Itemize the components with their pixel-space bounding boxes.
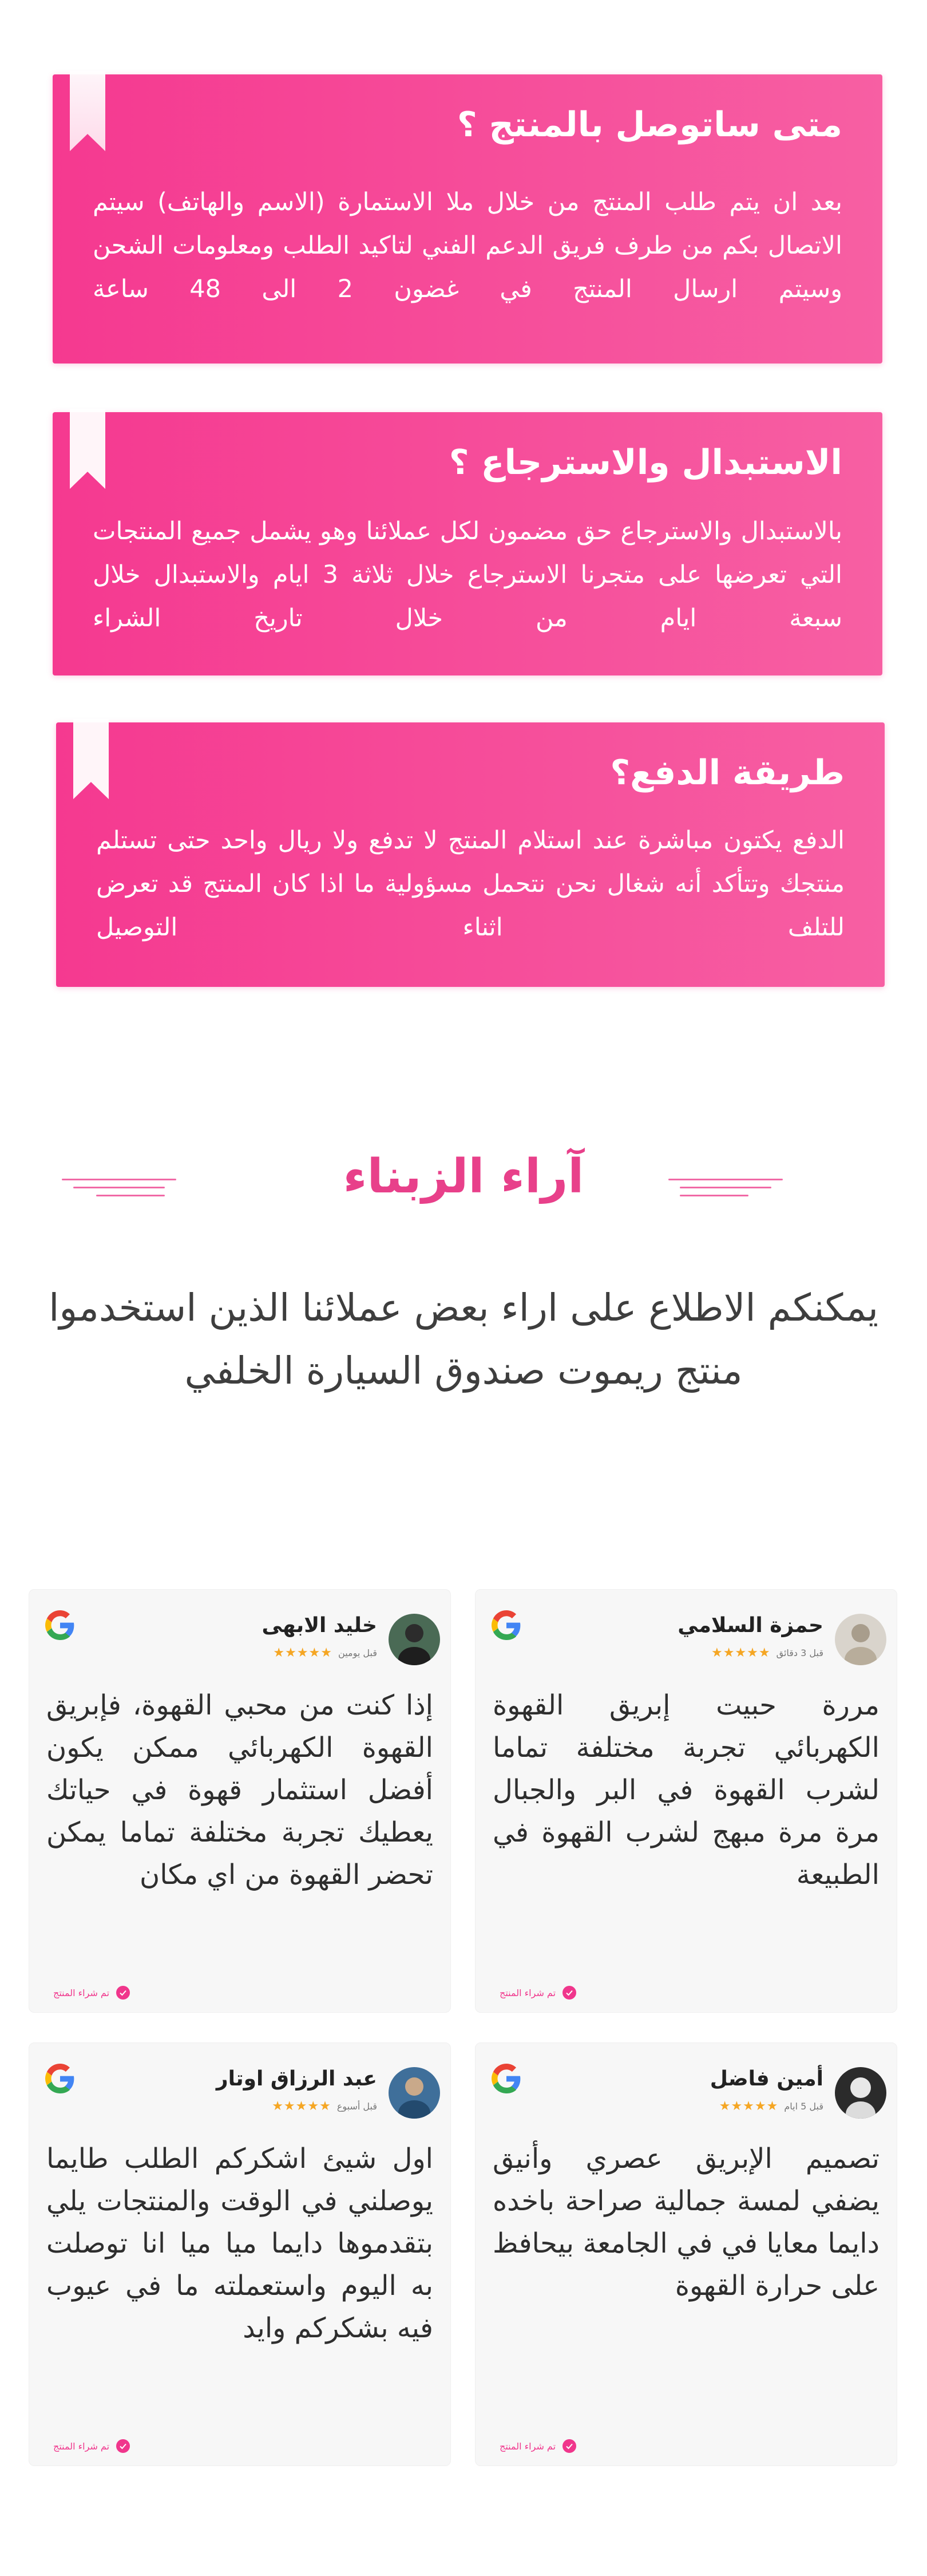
reviewer-name: أمين فاضل bbox=[710, 2067, 823, 2091]
bookmark-ribbon-icon bbox=[70, 71, 105, 151]
faq-title: متى ساتوصل بالمنتج ؟ bbox=[457, 105, 842, 145]
faq-body: بعد ان يتم طلب المنتج من خلال ملا الاستمارة (الاسم والهاتف) سيتم الاتصال بكم من طرف فريق الدعم الفني لتاكيد الطلب ومعلومات الشحن وسيتم ارسال المنتج في غضون 2 الى 48 ساعة bbox=[93, 188, 843, 303]
faq-card-delivery bbox=[53, 74, 882, 364]
review-card bbox=[29, 1589, 451, 2013]
faq-card-exchange bbox=[53, 412, 882, 675]
star-rating-icon: ★★★★★ bbox=[719, 2099, 779, 2113]
review-meta bbox=[719, 2099, 823, 2113]
faq-body: بالاستبدال والاسترجاع حق مضمون لكل عملائنا وهو يشمل جميع المنتجات التي تعرضها على متجرنا الاسترجاع خلال ثلاثة 3 ايام والاستبدال خلال سبعة ايام من خلال تاريخ الشراء bbox=[93, 517, 842, 633]
check-icon bbox=[116, 1986, 130, 2000]
review-meta bbox=[272, 2099, 377, 2113]
review-meta bbox=[711, 1646, 823, 1660]
reviews-subtitle: يمكنكم الاطلاع على اراء بعض عملائنا الذين استخدموا منتج ريموت صندوق السيارة الخلفي bbox=[49, 1286, 878, 1393]
star-rating-icon: ★★★★★ bbox=[272, 2099, 331, 2113]
check-icon bbox=[116, 2439, 130, 2453]
review-meta bbox=[273, 1646, 377, 1660]
star-rating-icon: ★★★★★ bbox=[711, 1646, 771, 1660]
reviews-title: آراء الزبناء bbox=[343, 1149, 584, 1204]
reviewer-name: حمزة السلامي bbox=[678, 1614, 823, 1637]
faq-title: طريقة الدفع؟ bbox=[610, 753, 845, 793]
faq-title: الاستبدال والاسترجاع ؟ bbox=[449, 442, 842, 483]
verified-label: تم شراء المنتج bbox=[500, 2440, 556, 2452]
google-icon bbox=[45, 2064, 75, 2093]
review-text: اول شيئ اشكركم الطلب طايما يوصلني في الوقت والمنتجات يلي بتقدموها دايما ميا ميا انا توصلت به اليوم واستعملته ما في عيوب فيه بشكركم وايد bbox=[46, 2143, 433, 2344]
verified-label: تم شراء المنتج bbox=[53, 1987, 110, 1998]
review-text: تصميم الإبريق عصري وأنيق يضفي لمسة جمالية صراحة باخده دايما معايا في في الجامعة بيحافظ على حرارة القهوة bbox=[493, 2143, 880, 2302]
review-text: إذا كنت من محبي القهوة، فإبريق القهوة الكهربائي ممكن يكون أفضل استثمار قهوة في حياتك يعطيك تجربة مختلفة تماما يمكن تحضر القهوة من اي مكان bbox=[46, 1689, 433, 1891]
reviewer-name: عبد الرزاق اوتار bbox=[216, 2067, 377, 2091]
faq-card-payment bbox=[56, 722, 885, 987]
google-icon bbox=[45, 1610, 75, 1640]
check-icon bbox=[562, 1986, 576, 2000]
review-card bbox=[475, 1589, 897, 2013]
verified-purchase bbox=[53, 1986, 130, 2000]
verified-purchase bbox=[53, 2439, 130, 2453]
star-rating-icon: ★★★★★ bbox=[273, 1646, 333, 1660]
google-icon bbox=[492, 2064, 521, 2093]
reviewer-name: خليد الابهى bbox=[262, 1614, 377, 1637]
title-decoration-left bbox=[62, 1176, 176, 1199]
bookmark-ribbon-icon bbox=[73, 719, 109, 799]
google-icon bbox=[492, 1610, 521, 1640]
avatar bbox=[389, 2067, 440, 2119]
avatar bbox=[835, 2067, 886, 2119]
verified-label: تم شراء المنتج bbox=[500, 1987, 556, 1998]
check-icon bbox=[562, 2439, 576, 2453]
review-card bbox=[29, 2042, 451, 2466]
faq-body: الدفع يكتون مباشرة عند استلام المنتج لا تدفع ولا ريال واحد حتى تستلم منتجك وتتأكد أنه شغال نحن نتحمل مسؤولية ما اذا كان المنتج قد تعرض للتلف اثناء التوصيل bbox=[96, 826, 845, 942]
review-time: قبل 3 دقائق bbox=[776, 1647, 823, 1658]
review-time: قبل أسبوع bbox=[336, 2101, 377, 2112]
verified-label: تم شراء المنتج bbox=[53, 2440, 110, 2452]
verified-purchase bbox=[500, 1986, 576, 2000]
review-time: قبل 5 ايام bbox=[784, 2101, 823, 2112]
bookmark-ribbon-icon bbox=[70, 409, 105, 489]
verified-purchase bbox=[500, 2439, 576, 2453]
review-text: مررة حبيت إبريق القهوة الكهربائي تجربة مختلفة تماما لشرب القهوة في البر والجبال مرة مرة مبهج لشرب القهوة في الطبيعة bbox=[493, 1689, 880, 1891]
review-time: قبل يومين bbox=[338, 1647, 377, 1658]
avatar bbox=[389, 1614, 440, 1665]
avatar bbox=[835, 1614, 886, 1665]
review-card bbox=[475, 2042, 897, 2466]
